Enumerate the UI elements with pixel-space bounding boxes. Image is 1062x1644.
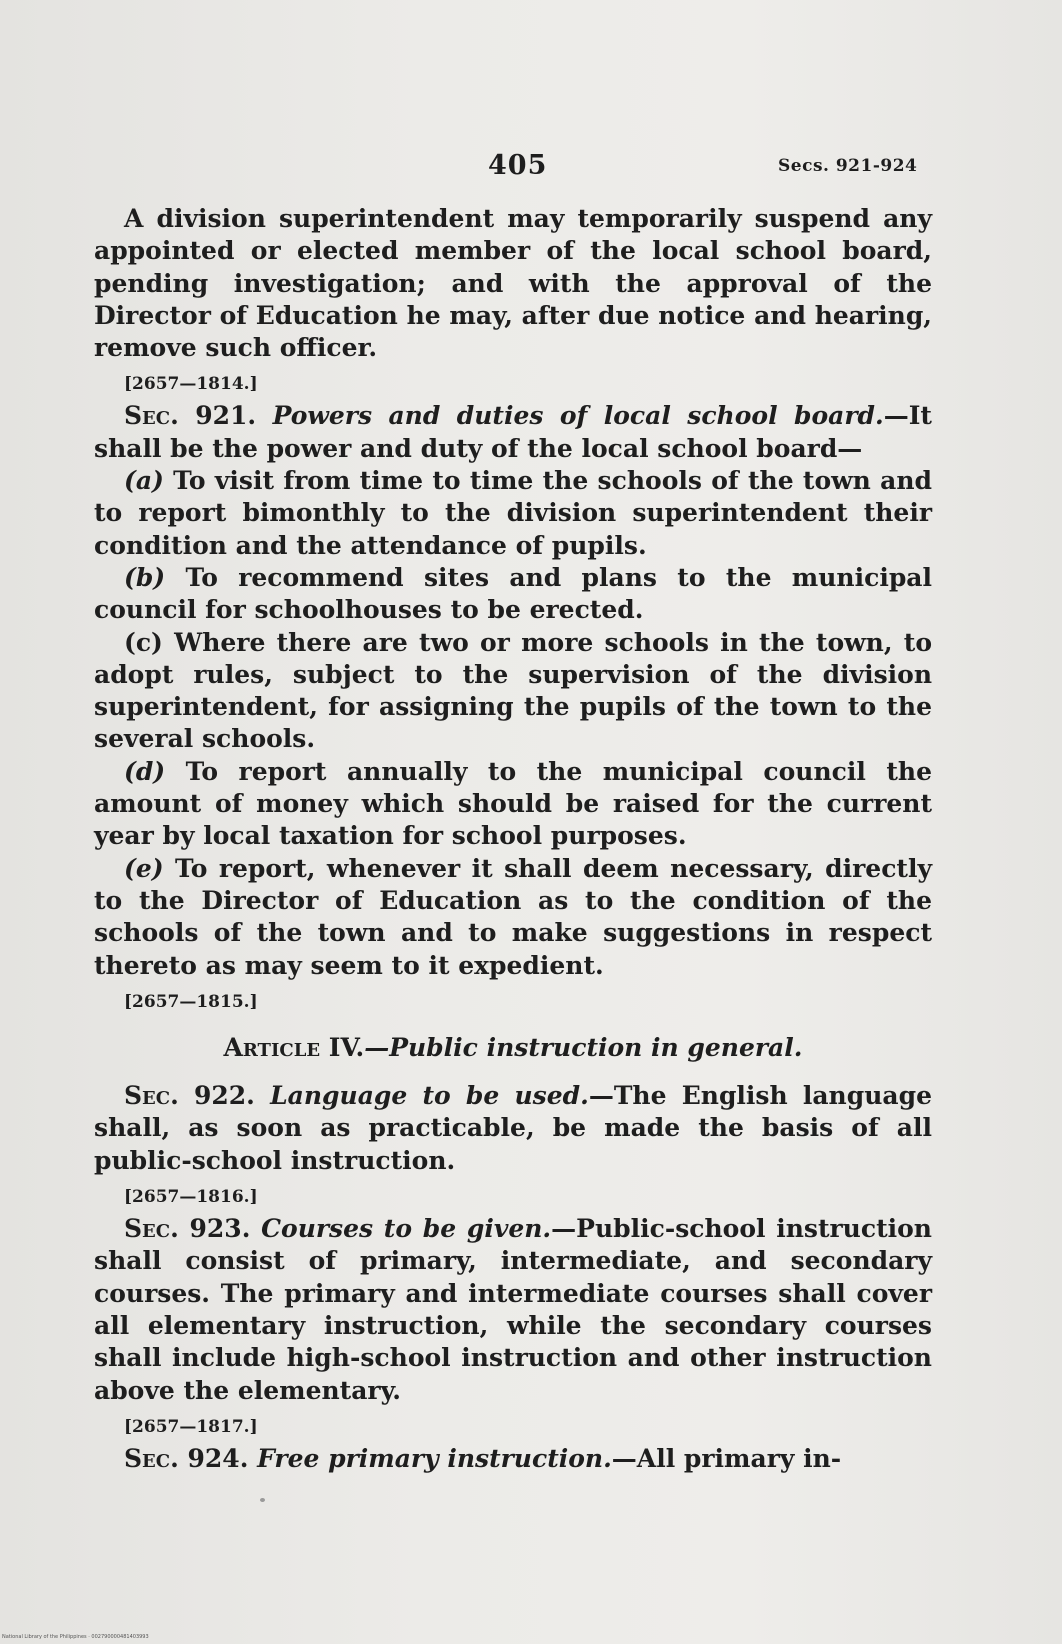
clause-e bbox=[94, 853, 932, 982]
section-921-text: —It shall be the power and duty of the local school board— bbox=[94, 401, 932, 463]
scan-credit: National Library of the Philippines · 002790000481403993 bbox=[2, 1634, 149, 1640]
section-921 bbox=[94, 400, 932, 465]
section-922-text: —The English language shall, as soon as practicable, be made the basis of all public-school instruction. bbox=[94, 1081, 932, 1175]
clause-d-label: (d) bbox=[124, 756, 166, 786]
paragraph-suspension: A division superintendent may temporarily suspend any appointed or elected member of the local school board, pending investigation; and with the approval of the Director of Education he may, after due notice and hearing, remove such officer. bbox=[94, 204, 932, 363]
clause-a-text: To visit from time to time the schools of the town and to report bimonthly to the division superintendent their condition and the attendance of pupils. bbox=[94, 466, 932, 560]
running-head-sections: Secs. 921-924 bbox=[778, 156, 918, 176]
clause-a bbox=[94, 465, 932, 562]
section-923-label: Sec. 923. bbox=[124, 1214, 251, 1244]
section-924-label: Sec. 924. bbox=[124, 1443, 249, 1473]
citation-1816: [2657—1816.] bbox=[124, 1187, 258, 1208]
section-922-label: Sec. 922. bbox=[124, 1081, 255, 1111]
section-921-caption: Powers and duties of local school board. bbox=[272, 401, 884, 431]
article-label: Article IV. bbox=[223, 1032, 365, 1062]
section-924-caption: Free primary instruction. bbox=[257, 1443, 612, 1473]
clause-c bbox=[94, 627, 932, 756]
clause-c-text: Where there are two or more schools in the town, to adopt rules, subject to the supervision of the division superintendent, for assigning the pupils of the town to the several schools. bbox=[94, 627, 932, 754]
citation-1814: [2657—1814.] bbox=[124, 374, 258, 395]
clause-c-label: (c) bbox=[124, 627, 163, 657]
clause-e-label: (e) bbox=[124, 853, 164, 883]
citation-1815: [2657—1815.] bbox=[124, 991, 258, 1012]
section-924-text: —All primary in- bbox=[611, 1443, 842, 1473]
article-title: —Public instruction in general. bbox=[364, 1032, 803, 1062]
page-number: 405 bbox=[488, 150, 548, 181]
section-921-label: Sec. 921. bbox=[124, 401, 257, 431]
section-922-caption: Language to be used. bbox=[270, 1081, 589, 1111]
section-922 bbox=[94, 1080, 932, 1177]
article-heading bbox=[94, 1032, 932, 1064]
scan-speck bbox=[260, 1498, 265, 1502]
clause-b-text: To recommend sites and plans to the municipal council for schoolhouses to be erected. bbox=[94, 562, 932, 625]
clause-a-label: (a) bbox=[124, 466, 164, 496]
clause-b bbox=[94, 562, 932, 627]
clause-b-label: (b) bbox=[124, 562, 166, 592]
clause-e-text: To report, whenever it shall deem necessary, directly to the Director of Education as to the condition of the schools of the town and to make suggestions in respect thereto as may seem to it expedient. bbox=[94, 853, 932, 980]
page-body bbox=[94, 203, 932, 1475]
section-923 bbox=[94, 1213, 932, 1407]
clause-d bbox=[94, 756, 932, 853]
section-923-text: —Public-school instruction shall consist of primary, intermediate, and secondary courses. The primary and intermediate courses shall cover all elementary instruction, while the secondary courses shall include high-school instruction and other instruction above the elementary. bbox=[94, 1214, 932, 1405]
citation-1817: [2657—1817.] bbox=[124, 1416, 258, 1437]
clause-d-text: To report annually to the municipal council the amount of money which should be raised for the current year by local taxation for school purposes. bbox=[94, 756, 932, 851]
section-923-caption: Courses to be given. bbox=[261, 1214, 552, 1244]
page-header bbox=[0, 150, 1062, 190]
section-924 bbox=[94, 1443, 932, 1475]
